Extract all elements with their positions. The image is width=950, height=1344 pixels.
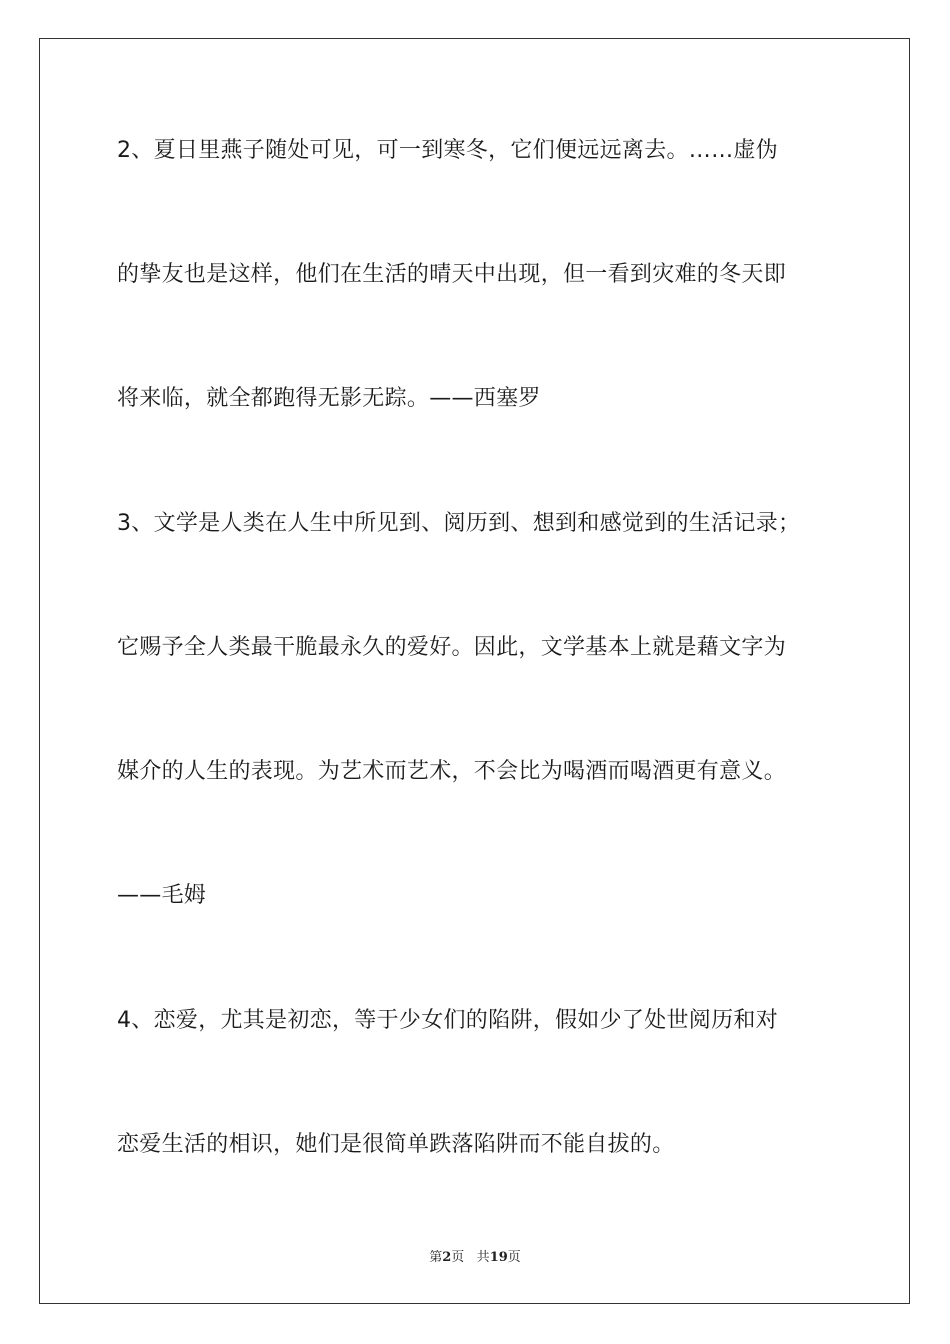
page-suffix: 页 bbox=[451, 1250, 465, 1265]
total-suffix: 页 bbox=[507, 1250, 521, 1265]
page-footer bbox=[0, 1246, 950, 1265]
total-pages: 19 bbox=[489, 1250, 508, 1265]
total-prefix: 共 bbox=[476, 1250, 490, 1265]
text-line: 3、文学是人类在人生中所见到、阅历到、想到和感觉到的生活记录； bbox=[117, 511, 801, 536]
text-line: 将来临，就全都跑得无影无踪。——西塞罗 bbox=[117, 386, 541, 411]
text-line: 媒介的人生的表现。为艺术而艺术，不会比为喝酒而喝酒更有意义。 bbox=[117, 759, 787, 784]
page-border bbox=[39, 38, 910, 1304]
text-line: 的挚友也是这样，他们在生活的晴天中出现，但一看到灾难的冬天即 bbox=[117, 262, 787, 287]
text-line: ——毛姆 bbox=[117, 883, 207, 908]
text-line: 4、恋爱，尤其是初恋，等于少女们的陷阱，假如少了处世阅历和对 bbox=[117, 1008, 778, 1033]
text-line: 恋爱生活的相识，她们是很简单跌落陷阱而不能自拔的。 bbox=[117, 1132, 675, 1157]
text-line: 2、夏日里燕子随处可见，可一到寒冬，它们便远远离去。……虚伪 bbox=[117, 138, 778, 163]
text-line: 它赐予全人类最干脆最永久的爱好。因此，文学基本上就是藉文字为 bbox=[117, 635, 787, 660]
page-number: 2 bbox=[442, 1250, 452, 1265]
page-prefix: 第 bbox=[429, 1250, 443, 1265]
